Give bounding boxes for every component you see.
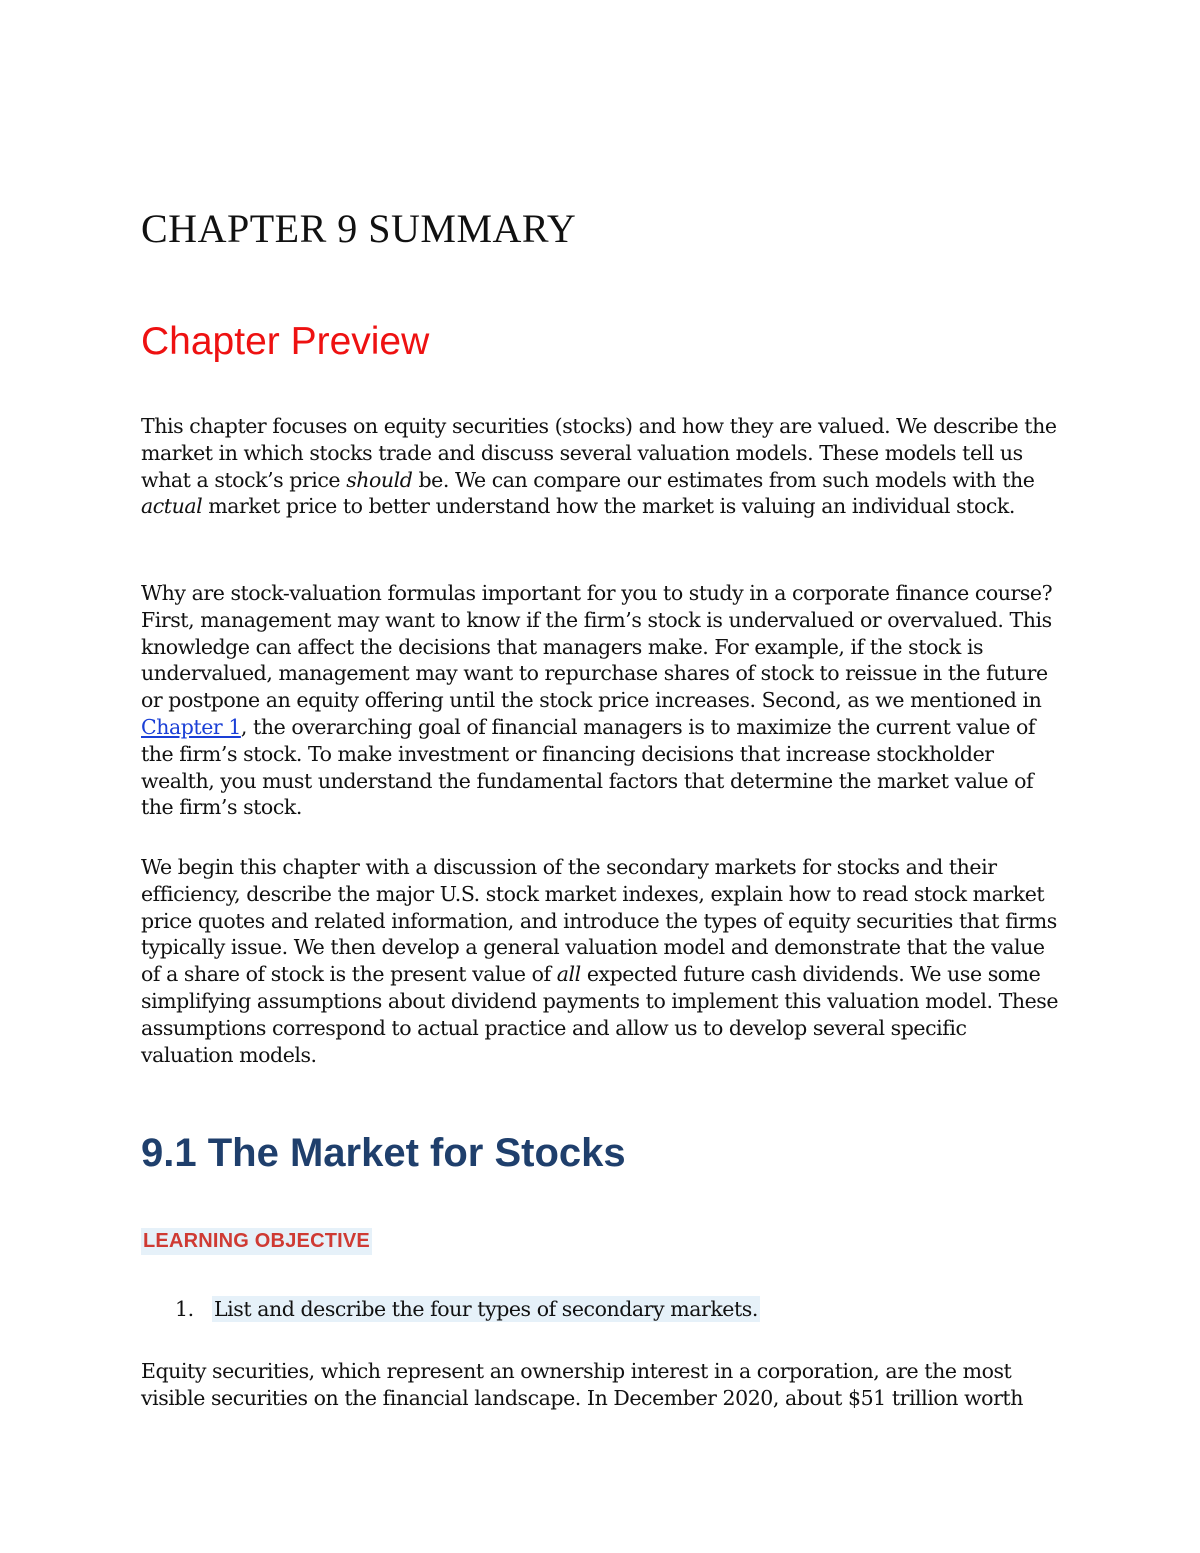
section-heading-9-1: 9.1 The Market for Stocks xyxy=(141,1131,626,1175)
chapter-1-link[interactable]: Chapter 1 xyxy=(141,714,241,739)
preview-paragraph-2-text-a: Why are stock-valuation formulas important for you to study in a corporate finance course? First, management may want to know if the firm’s stock is undervalued or overvalued. This knowledge can affect the decisions that managers make. For example, if the stock is undervalued, management may want to repurchase shares of stock to reissue in the future or postpone an equity offering until the stock price increases. Second, as we mentioned in xyxy=(141,581,1053,713)
chapter-preview-heading: Chapter Preview xyxy=(141,320,430,363)
section-paragraph-1: Equity securities, which represent an ownership interest in a corporation, are the most visible securities on the financial landscape. In December 2020, about $51 trillion worth xyxy=(141,1359,1023,1410)
preview-paragraph-1 xyxy=(141,413,1061,520)
emphasis-actual: actual xyxy=(141,494,203,519)
emphasis-should: should xyxy=(346,467,413,492)
preview-paragraph-1-text-c: market price to better understand how the market is valuing an individual stock. xyxy=(202,494,1015,519)
preview-paragraph-3 xyxy=(141,854,1061,1068)
preview-paragraph-2 xyxy=(141,580,1061,821)
preview-paragraph-2-text-b: , the overarching goal of financial managers is to maximize the current value of the firm’s stock. To make investment or financing decisions that increase stockholder wealth, you must understand the fundamental factors that determine the market value of the firm’s stock. xyxy=(141,714,1036,820)
objective-number: 1. xyxy=(175,1297,194,1321)
preview-paragraph-1-text-a: This chapter focuses on equity securities (stocks) and how they are valued. We describe the market in which stocks trade and discuss several valuation models. These models tell us what a stock’s price xyxy=(141,414,1057,492)
preview-paragraph-3-text-a: We begin this chapter with a discussion of the secondary markets for stocks and their efficiency, describe the major U.S. stock market indexes, explain how to read stock market price quotes and related information, and introduce the types of equity securities that firms typically issue. We then develop a general valuation model and demonstrate that the value of a share of stock is the present value of xyxy=(141,855,1057,987)
chapter-title: CHAPTER 9 SUMMARY xyxy=(141,206,577,251)
emphasis-all: all xyxy=(556,962,581,987)
learning-objective-item xyxy=(175,1297,760,1321)
preview-paragraph-1-text-b: be. We can compare our estimates from such models with the xyxy=(412,467,1035,492)
preview-paragraph-3-text-b: expected future cash dividends. We use some simplifying assumptions about dividend payments to implement this valuation model. These assumptions correspond to actual practice and allow us to develop several specific valuation models. xyxy=(141,962,1059,1067)
learning-objective-label: LEARNING OBJECTIVE xyxy=(141,1228,372,1255)
objective-text: List and describe the four types of secondary markets. xyxy=(214,1297,758,1321)
